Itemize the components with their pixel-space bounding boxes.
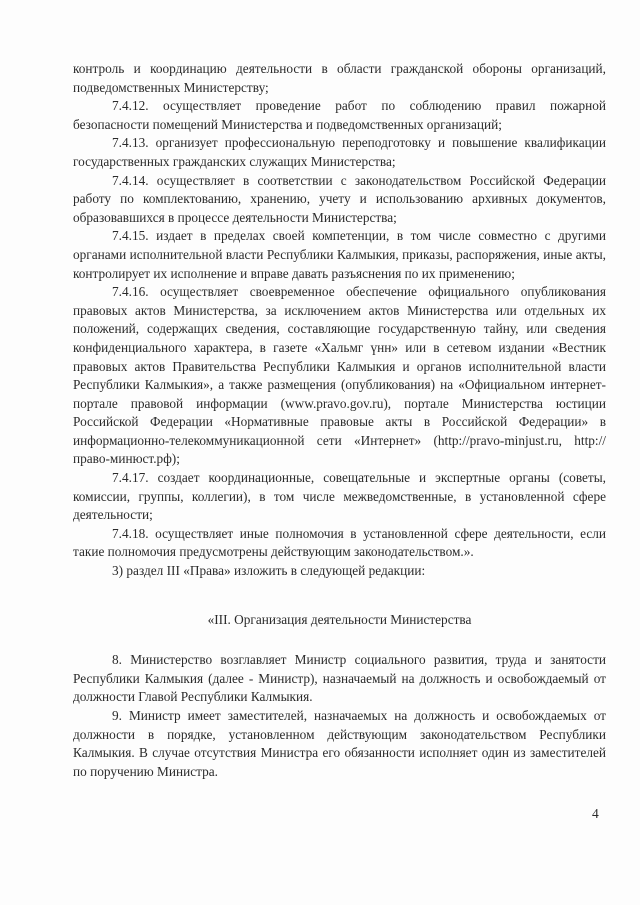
paragraph-7-4-18: 7.4.18. осуществляет иные полномочия в установленной сфере деятельности, если такие полномочия предусмотрены действующим законодательством.».: [73, 525, 606, 560]
paragraph-7-4-12: 7.4.12. осуществляет проведение работ по соблюдению правил пожарной безопасности помещений Министерства и подведомственных организаций;: [73, 98, 606, 132]
paragraph-8: 8. Министерство возглавляет Министр социального развития, труда и занятости Республики Калмыкия (далее - Министр), назначаемый на должность и освобождаемый от должности Главой Республики Калмыкия.: [73, 652, 606, 705]
paragraph-7-4-17: 7.4.17. создает координационные, совещательные и экспертные органы (советы, комиссии, группы, коллегии), в том числе межведомственные, в установленной сфере деятельности;: [73, 470, 606, 523]
section-heading: «III. Организация деятельности Министерства: [207, 611, 472, 627]
paragraph-9: 9. Министр имеет заместителей, назначаемых на должность и освобождаемых от должности в порядке, установленном действующим законодательством Республики Калмыкия. В случае отсутствия Министра его обязанности исполняет один из заместителей по поручению Министра.: [73, 708, 606, 779]
paragraph-civil-defense-continuation: контроль и координацию деятельности в области гражданской обороны организаций, подведомственных Министерству;: [73, 61, 606, 95]
paragraph-7-4-14: 7.4.14. осуществляет в соответствии с законодательством Российской Федерации работу по комплектованию, хранению, учету и использованию архивных документов, образовавшихся в процессе деятельности Министерства;: [73, 172, 606, 225]
paragraph-7-4-13: 7.4.13. организует профессиональную переподготовку и повышение квалификации государственных гражданских служащих Министерства;: [73, 135, 606, 169]
paragraph-7-4-15: 7.4.15. издает в пределах своей компетенции, в том числе совместно с другими органами исполнительной власти Республики Калмыкия, приказы, распоряжения, иные акты, контролирует их исполнение и вправе давать разъяснения по их применению;: [73, 228, 606, 281]
paragraph-7-4-16: 7.4.16. осуществляет своевременное обеспечение официального опубликования правовых актов Министерства, за исключением актов Министерства или отдельных их положений, содержащих сведения, составляющие государственную тайну, или сведения конфиденциального характера, в газете «Хальмг үнн» или в сетевом издании «Вестник правовых актов Правительства Республики Калмыкия и органов исполнительной власти Республики Калмыкия», а также размещения (опубликования) на «Официальном интернет-портале правовой информации (www.pravo.gov.ru), портале Министерства юстиции Российской Федерации «Нормативные правовые акты в Российской Федерации» в информационно-телекоммуникационной сети «Интернет» (http://pravo-minjust.ru, http://право-минюст.рф);: [73, 284, 606, 467]
page-number: 4: [592, 806, 599, 821]
document-body: [73, 60, 606, 781]
paragraph-section-3-instruction: 3) раздел III «Права» изложить в следующей редакции:: [112, 563, 426, 579]
